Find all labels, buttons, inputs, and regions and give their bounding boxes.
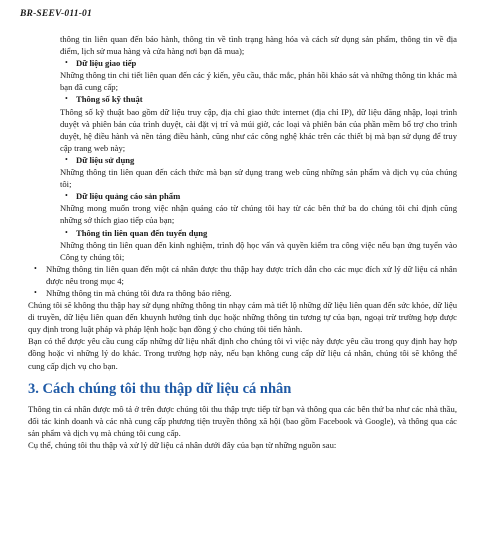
paragraph-technical-specs: Thông số kỹ thuật bao gồm dữ liệu truy cập, địa chỉ giao thức internet (địa chỉ IP), dữ liệu đăng nhập, loại trình duyệt và phiên bản của trình duyệt, cài đặt vị trí và múi giờ, các loại và phiên bản của phần mềm bổ trợ cho trình duyệt, hệ điều hành và nền tảng điều hành, cũng như các công nghệ khác trên các thiết bị mà bạn sử dụng để truy cập trang web này;	[60, 106, 457, 153]
paragraph-collection-detail: Cụ thể, chúng tôi thu thập và xử lý dữ liệu cá nhân dưới đây của bạn từ những nguồn sau:	[28, 439, 337, 450]
section-heading: 3. Cách chúng tôi thu thập dữ liệu cá nhân	[28, 380, 292, 397]
bullet-icon: •	[65, 227, 68, 237]
bullet-label: Dữ liệu quảng cáo sản phẩm	[76, 191, 181, 202]
paragraph-communication-data: Những thông tin chi tiết liên quan đến các ý kiến, yêu cầu, thắc mắc, phản hồi khảo sát và những thông tin khác mà bạn đã cung cấp;	[60, 70, 457, 93]
bullet-communication-data	[32, 57, 457, 69]
bullet-recruitment-data	[32, 227, 457, 239]
paragraph-usage-data: Những thông tin liên quan đến cách thức mà bạn sử dụng trang web cũng những sản phẩm và dịch vụ của chúng tôi;	[60, 167, 457, 190]
bullet-icon: •	[65, 58, 68, 68]
bullet-label: Dữ liệu sử dụng	[76, 154, 135, 165]
bullet-label: Dữ liệu giao tiếp	[76, 58, 137, 69]
document-body	[28, 33, 457, 451]
bullet-icon: •	[34, 287, 37, 297]
bullet-icon: •	[65, 94, 68, 104]
bullet-icon: •	[34, 263, 37, 273]
paragraph-marketing-data: Những mong muốn trong việc nhận quảng cáo từ chúng tôi hay từ các bên thứ ba do chúng tôi chỉ định cũng những sở thích giao tiếp của bạn;	[60, 203, 457, 226]
list-item-processing-purposes: • Những thông tin liên quan đến một cá nhân được thu thập hay được trích dẫn cho các mục đích xử lý dữ liệu cá nhân được nêu trong mục 4;	[34, 263, 457, 286]
paragraph-recruitment-data: Những thông tin liên quan đến kinh nghiệm, trình độ học vấn và quyền kiểm tra công việc nếu bạn ứng tuyển vào Công ty chúng tôi;	[60, 239, 457, 262]
bullet-usage-data	[32, 154, 457, 166]
bullet-icon: •	[65, 191, 68, 201]
bullet-marketing-data	[32, 190, 457, 202]
paragraph-sensitive-data: Chúng tôi sẽ không thu thập hay sử dụng những thông tin nhạy cảm mà tiết lộ những dữ liệu liên quan đến sức khỏe, dữ liệu di truyền, dữ liệu liên quan đến khuynh hướng tình dục hoặc những thông tin tương tự của bạn, ngoại trừ trường hợp được quy định trong luật pháp và pháp lệnh hoặc bạn đồng ý cho chúng tôi tiến hành.	[28, 300, 457, 335]
document-code: BR-SEEV-011-01	[20, 9, 92, 19]
paragraph-intro: thông tin liên quan đến bảo hành, thông tin về tình trạng hàng hóa và cách sử dụng sản phẩm, thông tin về địa điểm, lịch sử mua hàng và cửa hàng nơi bạn đã mua);	[60, 34, 457, 57]
bullet-icon: •	[65, 154, 68, 164]
list-item-separate-notice: • Những thông tin mà chúng tôi đưa ra thông báo riêng.	[34, 287, 232, 298]
bullet-label: Thông số kỹ thuật	[76, 94, 143, 105]
bullet-label: Thông tin liên quan đến tuyển dụng	[76, 227, 208, 238]
bullet-technical-specs	[32, 93, 457, 105]
paragraph-collection-sources: Thông tin cá nhân được mô tả ở trên được chúng tôi thu thập trực tiếp từ bạn và thông qua các bên thứ ba như các nhà thầu, đối tác kinh doanh và các nhà cung cấp phương tiện truyền thông xã hội (bao gồm Facebook và Google), và thông qua các sản phẩm và dịch vụ mà chúng tôi cung cấp.	[28, 403, 457, 438]
paragraph-required-data: Bạn có thể được yêu cầu cung cấp những dữ liệu nhất định cho chúng tôi vì việc này được yêu cầu trong quy định hay hợp đồng hoặc vì những lý do khác. Trong trường hợp này, nếu bạn không cung cấp dữ liệu cá nhân, chúng tôi sẽ không thể cung cấp dịch vụ cho bạn.	[28, 336, 457, 371]
